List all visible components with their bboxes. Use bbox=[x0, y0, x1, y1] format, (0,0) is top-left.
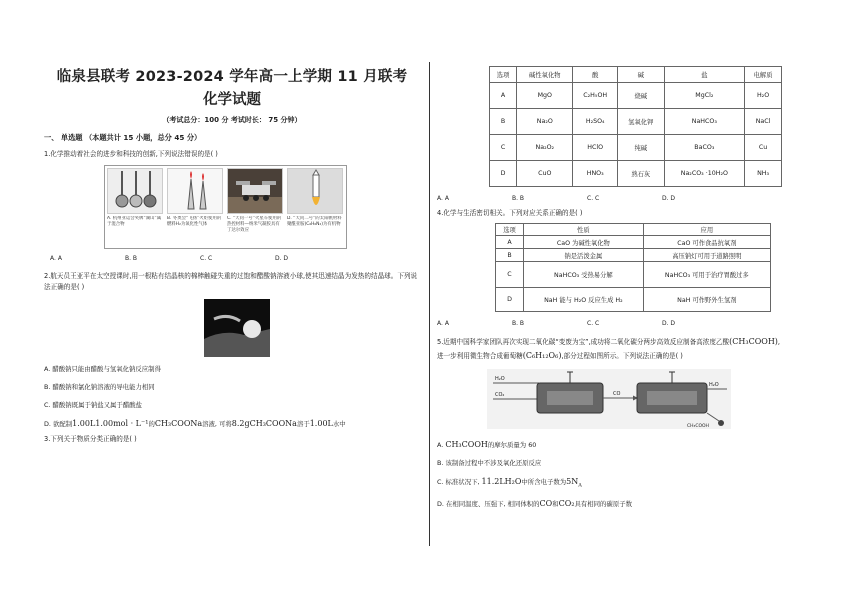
question-2-option-c[interactable]: C. 醋酸钠既属于钠盐又属于醋酸盐 bbox=[44, 401, 142, 409]
q5d-math-1: CO bbox=[539, 499, 553, 509]
table-cell: NaHCO₃ 受热易分解 bbox=[524, 262, 644, 288]
table-cell: 钠是活泼金属 bbox=[524, 249, 644, 262]
q5d-text-3: 具有相同的碳原子数 bbox=[574, 500, 632, 509]
q5d-math-2: CO₂ bbox=[558, 499, 575, 509]
table-header: 选项 bbox=[496, 224, 524, 236]
q1-caption-d: D. “天问二号”的太阳帆材料 聚酰亚胺(C₆H₆N₂)为有机物 bbox=[287, 216, 342, 227]
exam-title: 临泉县联考 2023-2024 学年高一上学期 11 月联考 bbox=[56, 69, 408, 85]
q1-image-c bbox=[227, 168, 284, 246]
label-co: CO bbox=[613, 391, 621, 397]
table-cell: NaHCO₃ 可用于治疗胃酸过多 bbox=[643, 262, 770, 288]
left-column bbox=[44, 62, 420, 445]
table-header: 碱 bbox=[617, 67, 664, 83]
table-row bbox=[496, 288, 771, 312]
table-header: 应用 bbox=[643, 224, 770, 236]
table-row bbox=[490, 83, 782, 109]
q5a-math: CH₃COOH bbox=[445, 440, 488, 449]
table-cell: HNO₃ bbox=[573, 161, 618, 187]
rocket-image bbox=[287, 168, 343, 214]
reaction-diagram bbox=[487, 369, 731, 429]
label-h2o-right: H₂O bbox=[709, 382, 719, 388]
q2d-text-2: 的 bbox=[148, 420, 155, 428]
question-2-option-b[interactable]: B. 醋酸钠和氯化钠溶液的导电能力相同 bbox=[44, 383, 155, 391]
table-cell: D bbox=[490, 161, 517, 187]
table-cell: NaCl bbox=[745, 109, 782, 135]
table-header-row bbox=[496, 224, 771, 236]
medal-image bbox=[107, 168, 163, 214]
table-header: 选项 bbox=[490, 67, 517, 83]
question-5-option-b[interactable]: B. 该制备过程中不涉及氧化还原反应 bbox=[437, 459, 542, 467]
table-header: 性质 bbox=[524, 224, 644, 236]
table-cell: NaH 可作野外生氢剂 bbox=[643, 288, 770, 312]
property-table bbox=[495, 223, 771, 312]
table-cell: 高压钠灯可用于道路照明 bbox=[643, 249, 770, 262]
table-row bbox=[490, 109, 782, 135]
q5d-text-1: D. 在相同温度、压强下, 相同体积的 bbox=[437, 500, 540, 509]
table-row bbox=[496, 236, 771, 249]
q1-image-a bbox=[107, 168, 164, 246]
table-cell: NaHCO₃ bbox=[664, 109, 745, 135]
option-d[interactable]: D. D bbox=[662, 195, 676, 202]
torch-image bbox=[167, 168, 223, 214]
table-header: 碱性氧化物 bbox=[517, 67, 573, 83]
q1-caption-c: C. “天问一号”火星车使用的热控材料—纳米气凝胶具有丁达尔效应 bbox=[227, 216, 282, 233]
question-1-stem: 1.化学推动着社会的进步和科技的创新,下列说法错误的是( ) bbox=[44, 150, 218, 158]
mars-rover-image bbox=[227, 168, 283, 214]
crystal-ball-photo bbox=[204, 299, 270, 357]
table-cell: C bbox=[490, 135, 517, 161]
q5-stem-math-1: (CH₃COOH) bbox=[729, 337, 778, 346]
table-row bbox=[490, 161, 782, 187]
option-b[interactable]: B. B bbox=[512, 320, 525, 327]
option-a[interactable]: A. A bbox=[437, 320, 449, 327]
question-5-stem bbox=[437, 335, 782, 363]
label-h2o-left: H₂O bbox=[495, 376, 505, 382]
q2d-text-5: 水中 bbox=[332, 420, 346, 428]
table-cell: NH₃ bbox=[745, 161, 782, 187]
table-cell: H₂SO₄ bbox=[573, 109, 618, 135]
table-header-row bbox=[490, 67, 782, 83]
question-4-stem: 4.化学与生活密切相关。下列对应关系正确的是( ) bbox=[437, 209, 583, 217]
table-row bbox=[496, 249, 771, 262]
question-4-options bbox=[437, 320, 782, 327]
table-header: 电解质 bbox=[745, 67, 782, 83]
question-2-option-d[interactable] bbox=[44, 418, 420, 430]
q1-caption-b: B. 冬奥会“飞扬”火炬使用的燃料H₂为氧化性气体 bbox=[167, 216, 222, 227]
table-cell: 熟石灰 bbox=[617, 161, 664, 187]
option-b[interactable]: B. B bbox=[125, 255, 138, 262]
table-cell: C bbox=[496, 262, 524, 288]
table-cell: Na₂O₂ bbox=[517, 135, 573, 161]
option-c[interactable]: C. C bbox=[587, 195, 600, 202]
table-cell: BaCO₃ bbox=[664, 135, 745, 161]
option-a[interactable]: A. A bbox=[437, 195, 449, 202]
question-3-options bbox=[437, 195, 782, 202]
question-1-images bbox=[104, 165, 347, 249]
table-cell: HClO bbox=[573, 135, 618, 161]
question-5-option-c[interactable] bbox=[437, 476, 782, 491]
table-cell: 纯碱 bbox=[617, 135, 664, 161]
question-2-stem: 2.航天员王亚平在太空授课时,用一根粘有结晶核的棉棒触碰失重的过饱和醋酸钠溶液小球,使其迅速结晶为发热的结晶球。下列说法正确的是( ) bbox=[44, 272, 418, 291]
classification-table bbox=[489, 66, 782, 187]
table-cell: Na₂O bbox=[517, 109, 573, 135]
q2d-math-1: 1.00L1.00mol · L⁻¹ bbox=[72, 419, 149, 428]
table-cell: H₂O bbox=[745, 83, 782, 109]
q5-stem-text-2: ,进一步利用微生物合成葡萄糖 bbox=[437, 338, 781, 360]
q5c-text-1: C. 标准状况下, bbox=[437, 478, 482, 486]
table-cell: NaH 能与 H₂O 反应生成 H₂ bbox=[524, 288, 644, 312]
q5c-math-1: 11.2LH₂O bbox=[481, 477, 522, 486]
table-cell: A bbox=[496, 236, 524, 249]
table-cell: B bbox=[490, 109, 517, 135]
q1-caption-a: A. 杭州亚运会奖牌“湖山”属于混合物 bbox=[107, 216, 162, 227]
table-cell: MgO bbox=[517, 83, 573, 109]
table-row bbox=[490, 135, 782, 161]
q2d-text-3: 溶液, 可将 bbox=[202, 420, 232, 428]
table-cell: 烧碱 bbox=[617, 83, 664, 109]
q5a-text-2: 的摩尔质量为 60 bbox=[487, 441, 537, 449]
question-1-options bbox=[50, 255, 420, 262]
q5a-text-1: A. bbox=[437, 441, 446, 449]
q5-stem-math-2: (C₆H₁₂O₆) bbox=[522, 351, 562, 360]
table-header: 盐 bbox=[664, 67, 745, 83]
table-cell: C₂H₅OH bbox=[573, 83, 618, 109]
label-acetic: CH₃COOH bbox=[687, 424, 709, 429]
table-cell: CaO 可作食品抗氧剂 bbox=[643, 236, 770, 249]
option-d[interactable]: D. D bbox=[275, 255, 289, 262]
table-cell: 氢氧化钾 bbox=[617, 109, 664, 135]
table-cell: A bbox=[490, 83, 517, 109]
question-2-option-a[interactable]: A. 醋酸钠只能由醋酸与氢氧化钠反应制得 bbox=[44, 365, 161, 373]
option-c[interactable]: C. C bbox=[587, 320, 600, 327]
question-5-option-d[interactable] bbox=[437, 498, 782, 510]
option-b[interactable]: B. B bbox=[512, 195, 525, 202]
label-co2: CO₂ bbox=[495, 392, 505, 398]
table-cell: B bbox=[496, 249, 524, 262]
q5c-math-2: 5N bbox=[566, 477, 579, 486]
q2d-text-4: 溶于 bbox=[296, 420, 310, 428]
table-header: 酸 bbox=[573, 67, 618, 83]
q5-stem-text-3: ,部分过程如图所示。下列说法正确的是( ) bbox=[561, 352, 683, 360]
table-cell: CuO bbox=[517, 161, 573, 187]
q1-image-d bbox=[287, 168, 344, 246]
q2d-math-2: CH₃COONa bbox=[154, 419, 203, 428]
exam-subtitle: 化学试题 bbox=[203, 92, 261, 108]
section-heading: 一、 单选题 （本题共计 15 小题，总分 45 分） bbox=[44, 133, 202, 142]
q5-stem-text-1: 5.近期中国科学家团队再次实现二氧化碳“变废为宝”,成功将二氧化碳分两步高效反应制备高浓度乙酸 bbox=[437, 338, 730, 346]
table-row bbox=[496, 262, 771, 288]
q5c-math-sub: A bbox=[578, 482, 582, 489]
table-cell: D bbox=[496, 288, 524, 312]
q2d-text-1: D. 欲配制 bbox=[44, 420, 73, 428]
q2d-math-3: 8.2gCH₃COONa bbox=[231, 419, 297, 428]
exam-info: （考试总分：100 分 考试时长： 75 分钟） bbox=[162, 116, 302, 124]
question-5-option-a[interactable] bbox=[437, 439, 782, 451]
table-cell: Na₂CO₃ ·10H₂O bbox=[664, 161, 745, 187]
option-d[interactable]: D. D bbox=[662, 320, 676, 327]
question-3-stem: 3.下列关于物质分类正确的是( ) bbox=[44, 435, 137, 443]
option-c[interactable]: C. C bbox=[200, 255, 213, 262]
table-cell: CaO 为碱性氧化物 bbox=[524, 236, 644, 249]
table-cell: Cu bbox=[745, 135, 782, 161]
q2d-math-4: 1.00L bbox=[309, 419, 333, 428]
right-column bbox=[437, 66, 782, 510]
q5d-text-2: 和 bbox=[552, 500, 559, 509]
option-a[interactable]: A. A bbox=[50, 255, 62, 262]
q5c-text-2: 中所含电子数为 bbox=[521, 478, 567, 486]
column-divider bbox=[429, 62, 430, 546]
q1-image-b bbox=[167, 168, 224, 246]
table-cell: MgCl₂ bbox=[664, 83, 745, 109]
